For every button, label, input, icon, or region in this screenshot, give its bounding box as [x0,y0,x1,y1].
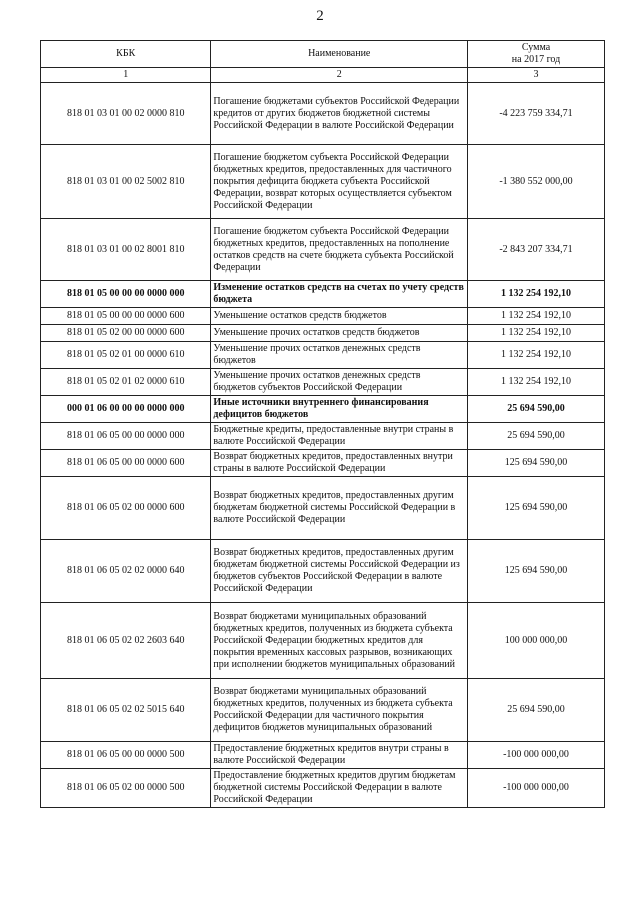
kbk-cell: 818 01 05 02 01 00 0000 610 [41,342,211,369]
sum-cell: -4 223 759 334,71 [468,83,605,145]
kbk-cell: 818 01 06 05 02 02 2603 640 [41,603,211,679]
name-cell: Возврат бюджетных кредитов, предоставленных другим бюджетам бюджетной системы Российской Федерации из бюджетов субъектов Российской Федерации в валюте Российской Федерации [211,540,468,603]
table-row [41,540,605,603]
name-cell: Погашение бюджетами субъектов Российской Федерации кредитов от других бюджетов бюджетной системы Российской Федерации в валюте Российской Федерации [211,83,468,145]
name-cell: Возврат бюджетами муниципальных образований бюджетных кредитов, полученных из бюджета субъекта Российской Федерации бюджетных кредитов для покрытия временных кассовых разрывов, возникающих при исполнении бюджетов муниципальных образований [211,603,468,679]
name-cell: Уменьшение прочих остатков денежных средств бюджетов субъектов Российской Федерации [211,369,468,396]
kbk-cell: 818 01 03 01 00 02 5002 810 [41,145,211,219]
budget-sources-table [40,40,605,808]
header-sum-line1: Сумма [521,42,551,53]
name-cell: Погашение бюджетом субъекта Российской Федерации бюджетных кредитов, предоставленных для частичного покрытия дефицита бюджета субъекта Российской Федерации, возврат которых осуществляется субъектом Российской Федерации [211,145,468,219]
sum-cell: -1 380 552 000,00 [468,145,605,219]
name-cell: Уменьшение прочих остатков денежных средств бюджетов [211,342,468,369]
sum-cell: 1 132 254 192,10 [468,325,605,342]
kbk-cell: 818 01 06 05 02 00 0000 600 [41,477,211,540]
table-row [41,679,605,742]
kbk-cell: 818 01 06 05 00 00 0000 500 [41,742,211,769]
sum-cell: -2 843 207 334,71 [468,219,605,281]
header-kbk: КБК [41,41,211,68]
kbk-cell: 818 01 06 05 02 00 0000 500 [41,769,211,808]
sum-cell: 1 132 254 192,10 [468,342,605,369]
kbk-cell: 818 01 06 05 02 02 5015 640 [41,679,211,742]
sum-cell: 125 694 590,00 [468,450,605,477]
table-row [41,219,605,281]
column-index: 3 [468,68,605,83]
kbk-cell: 818 01 06 05 00 00 0000 000 [41,423,211,450]
sum-cell: 1 132 254 192,10 [468,369,605,396]
name-cell: Уменьшение прочих остатков средств бюджетов [211,325,468,342]
table-row [41,325,605,342]
column-index: 1 [41,68,211,83]
table-row [41,423,605,450]
name-cell: Возврат бюджетами муниципальных образований бюджетных кредитов, полученных из бюджета субъекта Российской Федерации для частичного покрытия дефицитов бюджетов муниципальных образований [211,679,468,742]
column-index-row [41,68,605,83]
name-cell: Предоставление бюджетных кредитов внутри страны в валюте Российской Федерации [211,742,468,769]
table-row [41,477,605,540]
kbk-cell: 818 01 03 01 00 02 0000 810 [41,83,211,145]
sum-cell: 25 694 590,00 [468,396,605,423]
name-cell: Предоставление бюджетных кредитов другим бюджетам бюджетной системы Российской Федерации в валюте Российской Федерации [211,769,468,808]
sum-cell: -100 000 000,00 [468,769,605,808]
sum-cell: 25 694 590,00 [468,423,605,450]
kbk-cell: 818 01 05 00 00 00 0000 600 [41,308,211,325]
column-index: 2 [211,68,468,83]
table-row [41,396,605,423]
sum-cell: -100 000 000,00 [468,742,605,769]
header-sum-line2: на 2017 год [511,54,561,65]
table-row [41,83,605,145]
name-cell: Иные источники внутреннего финансирования дефицитов бюджетов [211,396,468,423]
table-row [41,603,605,679]
header-row [41,41,605,68]
name-cell: Возврат бюджетных кредитов, предоставленных другим бюджетам бюджетной системы Российской Федерации в валюте Российской Федерации [211,477,468,540]
table-row [41,450,605,477]
page-number: 2 [316,8,324,24]
sum-cell: 1 132 254 192,10 [468,281,605,308]
table-row [41,145,605,219]
table-row [41,281,605,308]
sum-cell: 100 000 000,00 [468,603,605,679]
kbk-cell: 818 01 03 01 00 02 8001 810 [41,219,211,281]
sum-cell: 1 132 254 192,10 [468,308,605,325]
kbk-cell: 818 01 06 05 00 00 0000 600 [41,450,211,477]
header-name: Наименование [211,41,468,68]
sum-cell: 125 694 590,00 [468,477,605,540]
table-row [41,342,605,369]
name-cell: Изменение остатков средств на счетах по учету средств бюджета [211,281,468,308]
kbk-cell: 000 01 06 00 00 00 0000 000 [41,396,211,423]
kbk-cell: 818 01 06 05 02 02 0000 640 [41,540,211,603]
sum-cell: 125 694 590,00 [468,540,605,603]
kbk-cell: 818 01 05 02 00 00 0000 600 [41,325,211,342]
name-cell: Возврат бюджетных кредитов, предоставленных внутри страны в валюте Российской Федерации [211,450,468,477]
table-row [41,742,605,769]
table-row [41,769,605,808]
header-sum [468,41,605,68]
table-row [41,369,605,396]
name-cell: Уменьшение остатков средств бюджетов [211,308,468,325]
name-cell: Погашение бюджетом субъекта Российской Федерации бюджетных кредитов, предоставленных на пополнение остатков средств на счете бюджета субъекта Российской Федерации [211,219,468,281]
kbk-cell: 818 01 05 02 01 02 0000 610 [41,369,211,396]
table-row [41,308,605,325]
sum-cell: 25 694 590,00 [468,679,605,742]
name-cell: Бюджетные кредиты, предоставленные внутри страны в валюте Российской Федерации [211,423,468,450]
kbk-cell: 818 01 05 00 00 00 0000 000 [41,281,211,308]
